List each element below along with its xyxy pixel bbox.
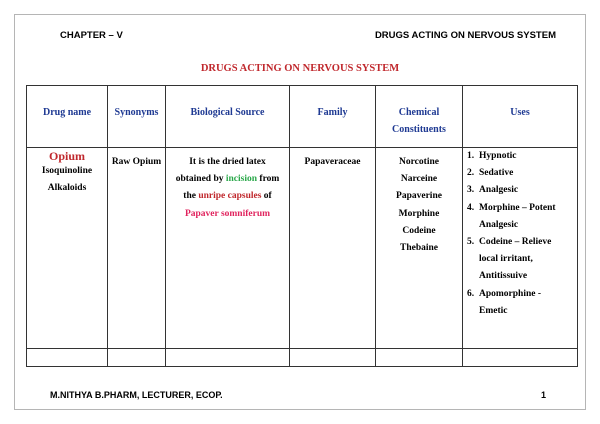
family: Papaveraceae [304,157,361,167]
drug-name: Opium [48,149,85,163]
list-item: 3. Analgesic [467,185,519,196]
list-item: 5. Codeine – Relieve [467,237,552,248]
family-cell [290,148,376,349]
drug-class-line: Isoquinoline [41,166,93,176]
list-item: Antitissuive [479,271,528,282]
drug-table [26,85,578,367]
footer-author: M.NITHYA B.PHARM, LECTURER, ECOP. [50,390,223,400]
constituent: Narceine [400,174,438,185]
list-item: Emetic [479,305,508,316]
source-species: Papaver somniferum [184,208,271,219]
source-text: It is the dried latex [189,157,266,167]
list-item: Analgesic [479,219,519,230]
list-item: local irritant, [479,254,533,265]
list-item: 4. Morphine – Potent [467,202,556,213]
column-header: Biological Source [166,86,290,148]
section-label: DRUGS ACTING ON NERVOUS SYSTEM [374,30,556,41]
page-title: DRUGS ACTING ON NERVOUS SYSTEM [200,63,400,74]
source-cell [166,148,290,349]
constituent: Papaverine [396,191,442,202]
list-item: 2. Sedative [467,168,514,179]
uses-cell [463,148,578,349]
source-line [166,188,289,205]
list-item: 6. Apomorphine - [467,288,542,299]
source-unripe: unripe capsules [198,191,262,202]
constituent: Codeine [402,225,436,236]
synonym: Raw Opium [111,157,162,167]
drug-class-line: Alkaloids [47,183,87,194]
table-header-row [27,86,578,148]
table-row [27,148,578,349]
column-header: Family [290,86,376,148]
drug-name-cell [27,148,108,349]
chapter-label: CHAPTER – V [60,30,123,41]
column-header: Chemical Constituents [376,86,463,148]
column-header: Drug name [27,86,108,148]
constituent: Morphine [398,208,440,219]
source-text: obtained by [175,174,224,185]
source-text: from [259,174,280,185]
page-number: 1 [540,390,546,400]
source-incision: incision [225,174,258,185]
synonym-cell [108,148,166,349]
column-header: Uses [463,86,578,148]
list-item: 1. Hypnotic [467,151,517,161]
column-header: Synonyms [108,86,166,148]
constituent: Norcotine [399,157,439,167]
source-text: the [183,191,196,202]
source-line [166,171,289,188]
constituent: Thebaine [399,243,438,254]
constituents-cell [376,148,463,349]
source-text: of [263,191,272,202]
table-row-empty [27,349,578,367]
uses-list [467,148,577,320]
